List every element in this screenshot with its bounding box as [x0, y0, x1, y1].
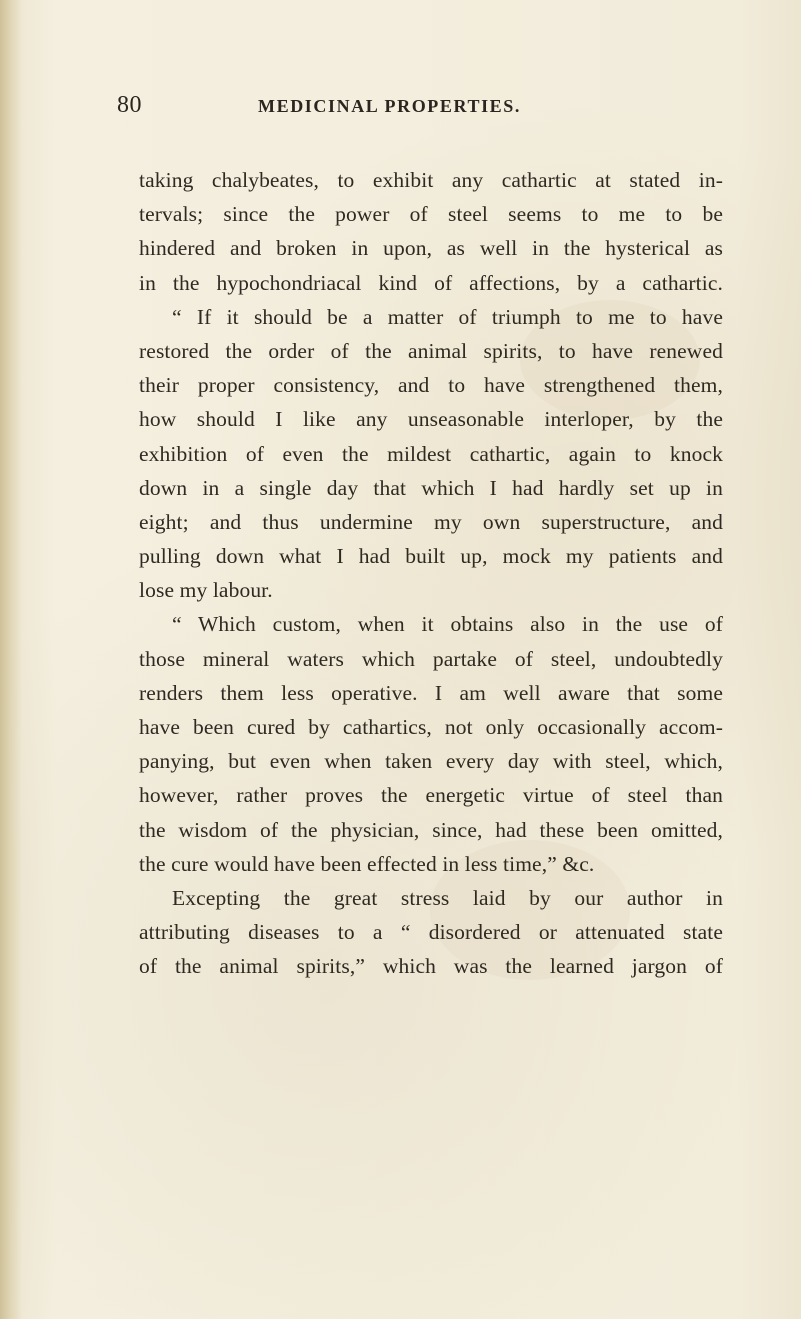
text-line: the cure would have been effected in less time,” &c.: [139, 851, 595, 876]
text-line: panying, but even when taken every day with steel, which,: [139, 749, 723, 774]
running-head: MEDICINAL PROPERTIES.: [258, 96, 522, 116]
page-number: 80: [117, 92, 142, 118]
text-line: however, rather proves the energetic virtue of steel than: [139, 783, 723, 808]
text-line: lose my labour.: [139, 578, 273, 603]
text-line: taking chalybeates, to exhibit any cathartic at stated in-: [139, 168, 723, 192]
text-line: attributing diseases to a “ disordered or attenuated state: [139, 920, 723, 945]
text-line: restored the order of the animal spirits, to have renewed: [139, 338, 723, 363]
text-line: “ Which custom, when it obtains also in the use of: [172, 612, 723, 637]
text-line: exhibition of even the mildest cathartic, again to knock: [139, 441, 723, 466]
page-header: [0, 90, 801, 120]
text-line: eight; and thus undermine my own superstructure, and: [139, 509, 723, 534]
text-line: tervals; since the power of steel seems to me to be: [139, 202, 723, 227]
text-line: those mineral waters which partake of steel, undoubtedly: [139, 646, 723, 671]
text-line: of the animal spirits,” which was the learned jargon of: [139, 954, 723, 979]
text-line: how should I like any unseasonable interloper, by the: [139, 407, 723, 432]
binding-edge: [0, 0, 22, 1319]
text-line: down in a single day that which I had hardly set up in: [139, 475, 723, 500]
text-line: their proper consistency, and to have strengthened them,: [139, 373, 723, 398]
text-line: “ If it should be a matter of triumph to me to have: [172, 304, 723, 329]
text-line: have been cured by cathartics, not only occasionally accom-: [139, 715, 723, 739]
text-line: renders them less operative. I am well aware that some: [139, 680, 723, 705]
body-text: [139, 163, 723, 984]
text-line: in the hypochondriacal kind of affections, by a cathartic.: [139, 270, 723, 295]
text-line: the wisdom of the physician, since, had these been omitted,: [139, 817, 723, 842]
text-line: pulling down what I had built up, mock my patients and: [139, 544, 723, 569]
text-line: hindered and broken in upon, as well in the hysterical as: [139, 236, 723, 261]
text-line: Excepting the great stress laid by our author in: [172, 885, 723, 910]
